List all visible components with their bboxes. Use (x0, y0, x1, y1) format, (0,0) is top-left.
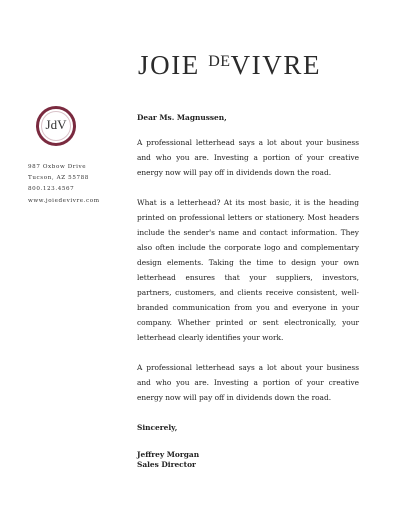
logo-word-vivre: VIVRE (230, 50, 322, 80)
letter-body (137, 110, 359, 470)
contact-block (28, 162, 128, 207)
company-logo-wordmark (138, 48, 334, 80)
paragraph-2: What is a letterhead? At its most basic, it is the heading printed on professional letters or stationery. Most headers include the sender's name and contact information. They also often include the corporate logo and complementary design elements. Taking the time to design your own letterhead ensures that your suppliers, investors, partners, customers, and clients receive consistent, well-branded communication from you and everyone in your company. Whether printed or sent electronically, your letterhead clearly identifies your work. (137, 198, 359, 342)
monogram-seal (36, 106, 76, 146)
closing: Sincerely, (137, 423, 178, 432)
signer-name: Jeffrey Morgan (137, 450, 200, 459)
contact-phone: 800.123.4567 (28, 186, 75, 193)
paragraph-3: A professional letterhead says a lot about your business and who you are. Investing a portion of your creative energy now will pay off in dividends down the road. (137, 363, 359, 402)
contact-street: 987 Oxbow Drive (28, 164, 87, 170)
logo-word-de: DE (208, 53, 231, 70)
contact-city: Tucson, AZ 55788 (28, 175, 89, 182)
salutation: Dear Ms. Magnussen, (137, 113, 227, 122)
paragraph-1: A professional letterhead says a lot about your business and who you are. Investing a portion of your creative energy now will pay off in dividends down the road. (137, 138, 359, 177)
signer-title: Sales Director (137, 460, 196, 469)
logo-word-joie: JOIE (138, 50, 209, 80)
contact-website: www.joiedevivre.com (28, 197, 100, 204)
monogram-text: JdV (45, 117, 67, 132)
